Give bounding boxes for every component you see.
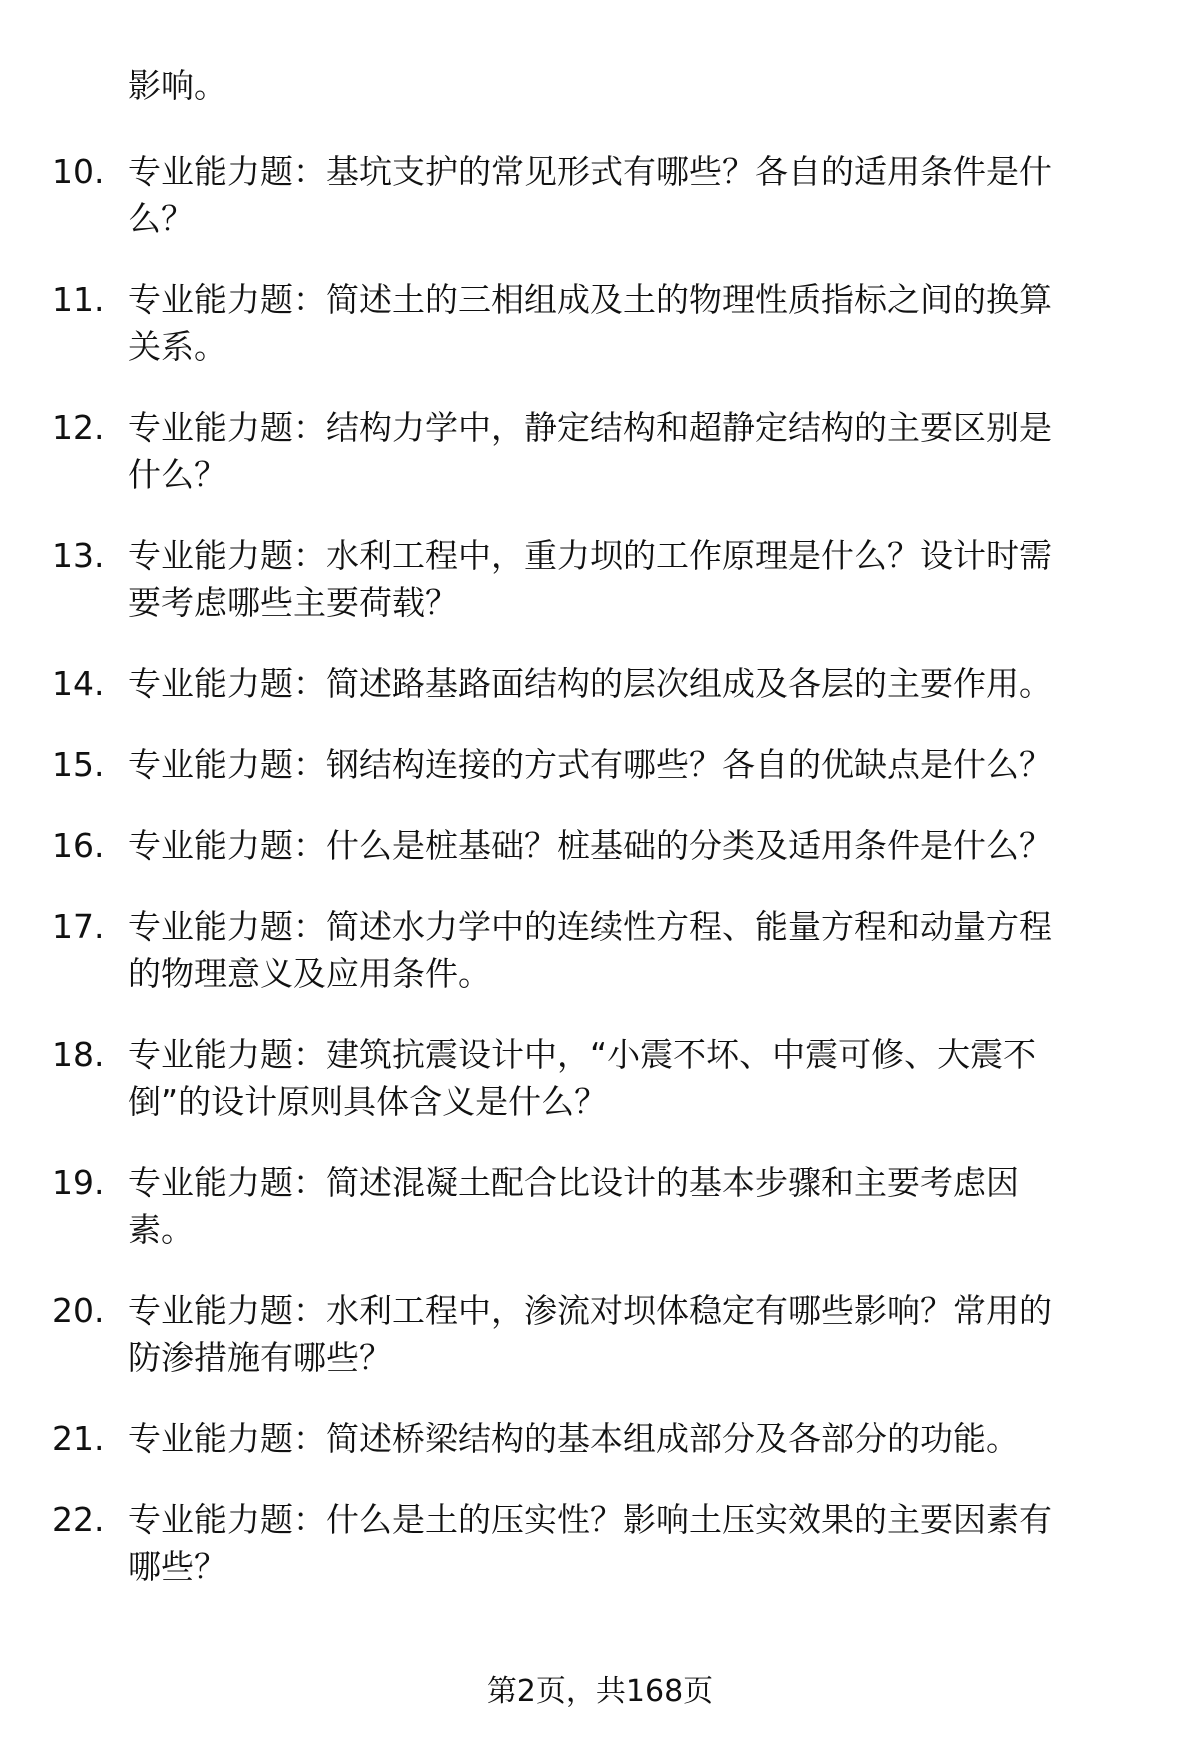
item-text-line: 专业能力题：什么是桩基础？桩基础的分类及适用条件是什么？ (128, 826, 1052, 865)
item-number: 14. (52, 664, 105, 703)
list-item (0, 1031, 1200, 1125)
item-text-line: 专业能力题：简述混凝土配合比设计的基本步骤和主要考虑因 (128, 1163, 1019, 1202)
list-item (0, 1287, 1200, 1381)
item-text (128, 404, 1200, 498)
item-text-line: 要考虑哪些主要荷载？ (128, 583, 458, 622)
item-number: 12. (52, 408, 105, 447)
item-text-line: 专业能力题：钢结构连接的方式有哪些？各自的优缺点是什么？ (128, 745, 1052, 784)
list-item (0, 822, 1200, 869)
item-text-line: 哪些？ (128, 1547, 227, 1586)
list-item (0, 1496, 1200, 1590)
item-text (128, 532, 1200, 626)
item-text (128, 660, 1200, 707)
item-text-line: 倒”的设计原则具体含义是什么？ (128, 1082, 608, 1121)
item-text-line: 素。 (128, 1210, 194, 1249)
item-text-line: 专业能力题：建筑抗震设计中，“小震不坏、中震可修、大震不 (128, 1035, 1037, 1074)
item-text (128, 1496, 1200, 1590)
item-text-line: 什么？ (128, 455, 227, 494)
item-text (128, 1415, 1200, 1462)
item-number: 10. (52, 152, 105, 191)
item-text (128, 1287, 1200, 1381)
item-number: 18. (52, 1035, 105, 1074)
item-text-line: 专业能力题：简述桥梁结构的基本组成部分及各部分的功能。 (128, 1419, 1019, 1458)
list-item (0, 660, 1200, 707)
item-text (128, 741, 1200, 788)
item-text (128, 822, 1200, 869)
item-text (128, 148, 1200, 242)
item-text (128, 1031, 1200, 1125)
list-item (0, 148, 1200, 242)
item-number: 20. (52, 1291, 105, 1330)
list-item (0, 1415, 1200, 1462)
item-text-line: 防渗措施有哪些？ (128, 1338, 392, 1377)
item-text-line: 专业能力题：基坑支护的常见形式有哪些？各自的适用条件是什 (128, 152, 1052, 191)
item-text-line: 专业能力题：简述路基路面结构的层次组成及各层的主要作用。 (128, 664, 1052, 703)
item-text-line: 的物理意义及应用条件。 (128, 954, 491, 993)
item-number: 19. (52, 1163, 105, 1202)
item-text-line: 专业能力题：什么是土的压实性？影响土压实效果的主要因素有 (128, 1500, 1052, 1539)
item-number: 21. (52, 1419, 105, 1458)
item-number: 13. (52, 536, 105, 575)
item-text-line: 么？ (128, 199, 194, 238)
item-text (128, 276, 1200, 370)
list-item (0, 903, 1200, 997)
item-text-line: 专业能力题：水利工程中，重力坝的工作原理是什么？设计时需 (128, 536, 1052, 575)
list-item (0, 741, 1200, 788)
list-item (0, 404, 1200, 498)
item-number: 17. (52, 907, 105, 946)
continued-text: 影响。 (128, 66, 227, 105)
item-text (128, 903, 1200, 997)
question-list (0, 148, 1200, 1624)
item-text-line: 专业能力题：水利工程中，渗流对坝体稳定有哪些影响？常用的 (128, 1291, 1052, 1330)
item-text-line: 专业能力题：结构力学中，静定结构和超静定结构的主要区别是 (128, 408, 1052, 447)
list-item (0, 1159, 1200, 1253)
item-text (128, 1159, 1200, 1253)
item-text-line: 关系。 (128, 327, 227, 366)
item-number: 11. (52, 280, 105, 319)
item-number: 22. (52, 1500, 105, 1539)
list-item (0, 532, 1200, 626)
item-text-line: 专业能力题：简述土的三相组成及土的物理性质指标之间的换算 (128, 280, 1052, 319)
item-number: 16. (52, 826, 105, 865)
list-item (0, 276, 1200, 370)
item-text-line: 专业能力题：简述水力学中的连续性方程、能量方程和动量方程 (128, 907, 1052, 946)
item-number: 15. (52, 745, 105, 784)
page-footer: 第2页，共168页 (486, 1674, 714, 1709)
